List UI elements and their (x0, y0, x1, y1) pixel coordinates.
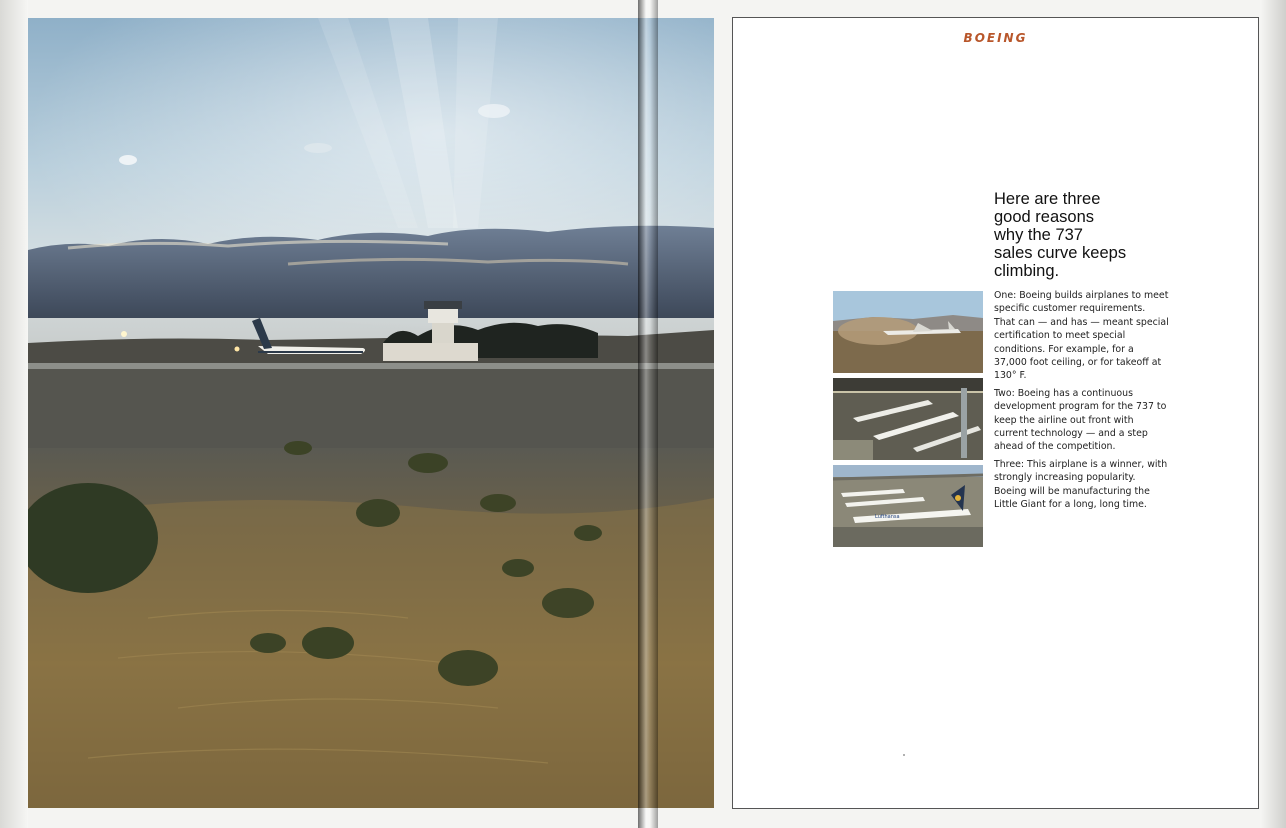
headline-line: Here are three (994, 190, 1101, 208)
thumbnail-takeoff-dust (833, 291, 983, 373)
right-page-edge (1260, 0, 1286, 828)
thumbnail-parked-airliners (833, 465, 983, 547)
thumbnail-assembly-line (833, 378, 983, 460)
thumbnail-column (833, 291, 983, 552)
print-speck (903, 754, 905, 756)
headline-line: climbing. (994, 262, 1060, 280)
headline-line: why the 737 (994, 226, 1083, 244)
reason-two: Two: Boeing has a continuous development program for the 737 to keep the airline out front with current technology — and a step ahead of the competition. (994, 387, 1167, 453)
reasons-text (994, 289, 1169, 516)
right-page (732, 17, 1259, 809)
main-photo (28, 18, 714, 808)
headline-line: good reasons (994, 208, 1094, 226)
left-page-edge (0, 0, 28, 828)
boeing-logo: BOEING (963, 31, 1028, 45)
lufthansa-livery-text: Lufthansa (875, 514, 900, 520)
headline (994, 190, 1184, 280)
reason-three: Three: This airplane is a winner, with strongly increasing popularity. Boeing will be manufacturing the Little Giant for a long, long time. (994, 458, 1168, 511)
headline-line: sales curve keeps (994, 244, 1127, 262)
desert-airfield-illustration (28, 18, 714, 808)
page-gutter (638, 0, 658, 828)
reason-one: One: Boeing builds airplanes to meet specific customer requirements. That can — and has — meant special certification to meet special conditions. For example, for a 37,000 foot ceiling, or for takeoff at 130° F. (994, 290, 1169, 382)
